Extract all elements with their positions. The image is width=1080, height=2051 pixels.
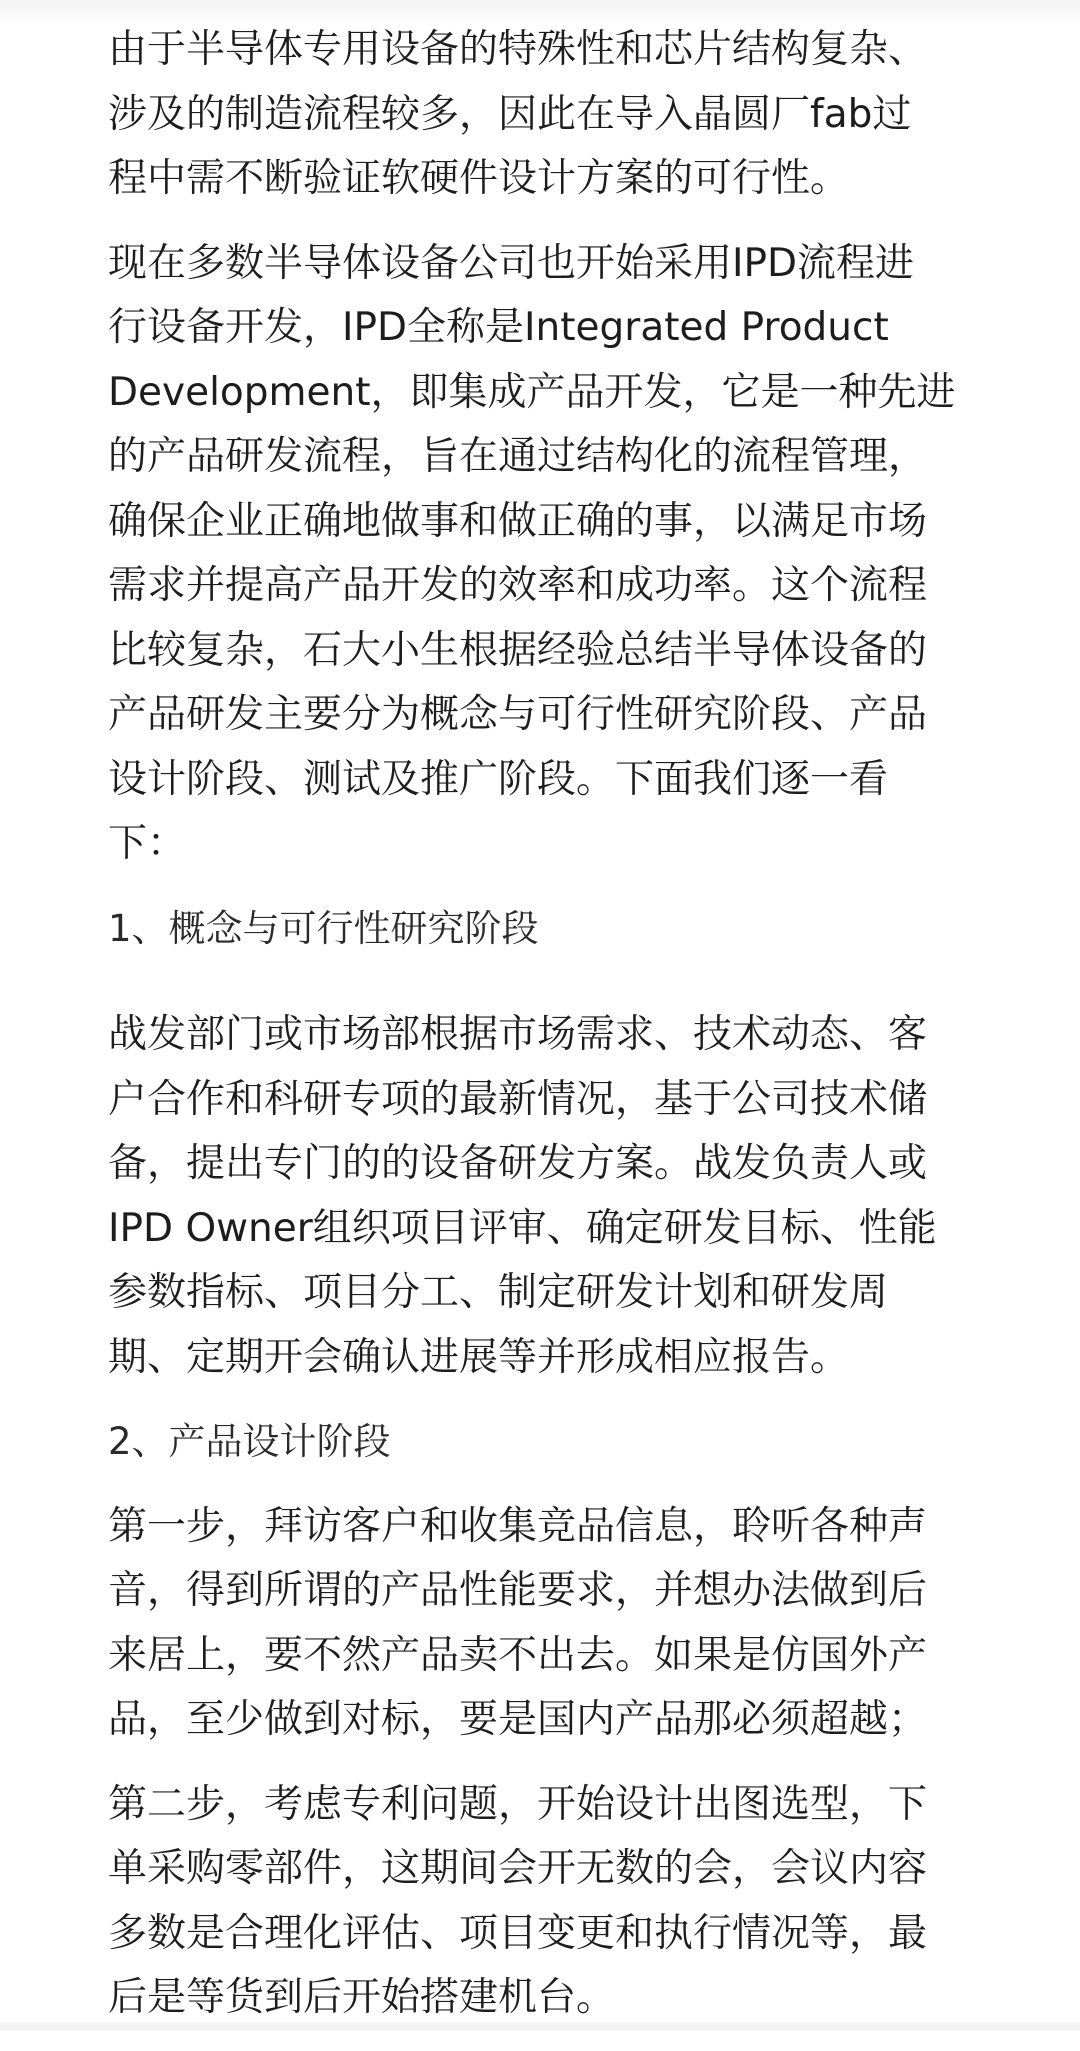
section-heading-concept: 1、概念与可行性研究阶段 — [108, 906, 539, 950]
paragraph-ipd: 现在多数半导体设备公司也开始采用IPD流程进 行设备开发，IPD全称是Integrated Product Development，即集成产品开发，它是一种先进 的产品研发流程，旨在通过结构化的流程管理， 确保企业正确地做事和做正确的事，以满足市场 需求并提高产品开发的效率和成功率。这个流程 比较复杂，石大小生根据经验总结半导体设备的 产品研发主要分为概念与可行性研究阶段、产品 设计阶段、测试及推广阶段。下面我们逐一看 下： — [108, 240, 956, 866]
paragraph-step-2: 第二步，考虑专利问题，开始设计出图选型，下 单采购零部件，这期间会开无数的会，会议内容 多数是合理化评估、项目变更和执行情况等，最 后是等货到后开始搭建机台。 — [108, 1781, 928, 2020]
bottom-edge — [0, 2022, 1080, 2031]
paragraph-intro: 由于半导体专用设备的特殊性和芯片结构复杂、 涉及的制造流程较多，因此在导入晶圆厂fab过 程中需不断验证软硬件设计方案的可行性。 — [108, 27, 928, 201]
article-body — [108, 18, 988, 2051]
section-heading-design: 2、产品设计阶段 — [108, 1420, 391, 1463]
paragraph-step-1: 第一步，拜访客户和收集竞品信息，聆听各种声 音，得到所谓的产品性能要求，并想办法做到后 来居上，要不然产品卖不出去。如果是仿国外产 品，至少做到对标，要是国内产品那必须超越； — [108, 1503, 928, 1742]
paragraph-concept: 战发部门或市场部根据市场需求、技术动态、客 户合作和科研专项的最新情况，基于公司技术储 备，提出专门的的设备研发方案。战发负责人或 IPD Owner组织项目评审、确定研发目标、性能 参数指标、项目分工、制定研发计划和研发周 期、定期开会确认进展等并形成相应报告。 — [108, 1012, 937, 1380]
